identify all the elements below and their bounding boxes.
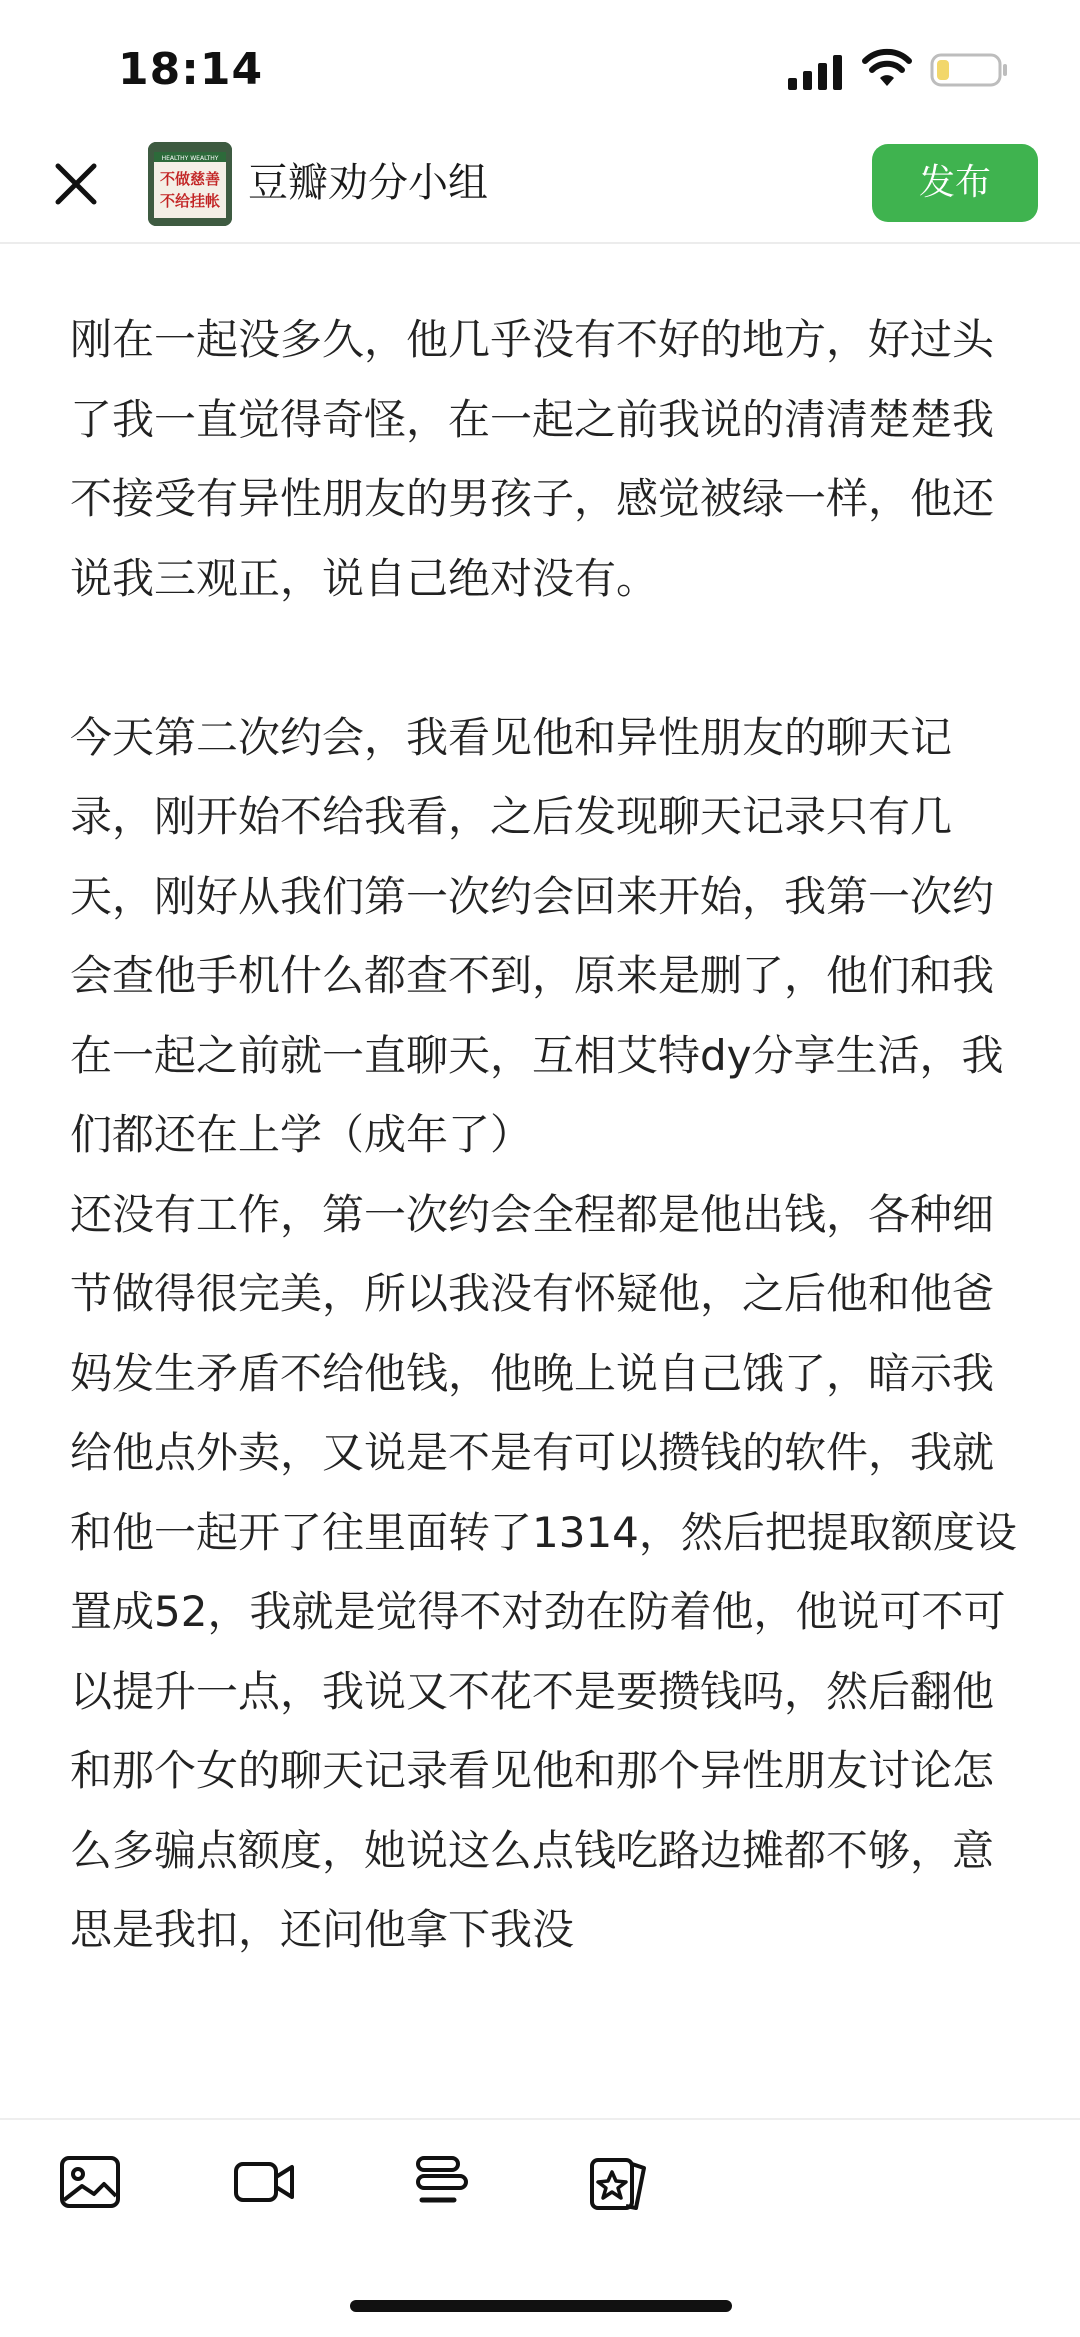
status-bar — [0, 0, 1080, 130]
post-paragraph: 刚在一起没多久，他几乎没有不好的地方，好过头了我一直觉得奇怪，在一起之前我说的清清楚楚我不接受有异性朋友的男孩子，感觉被绿一样，他还说我三观正，说自己绝对没有。 — [70, 315, 995, 603]
paragraph-spacer — [70, 618, 1020, 698]
group-name[interactable]: 豆瓣劝分小组 — [248, 160, 488, 206]
video-icon[interactable] — [232, 2150, 296, 2214]
close-icon[interactable] — [44, 152, 108, 216]
nav-bar — [0, 130, 1080, 244]
svg-text:HEALTHY WEALTHY: HEALTHY WEALTHY — [161, 155, 219, 162]
text-format-icon[interactable] — [410, 2150, 474, 2214]
post-paragraph: 还没有工作，第一次约会全程都是他出钱，各种细节做得很完美，所以我没有怀疑他，之后他和他爸妈发生矛盾不给他钱，他晚上说自己饿了，暗示我给他点外卖，又说是不是有可以攒钱的软件，我就和他一起开了往里面转了1314，然后把提取额度设置成52，我就是觉得不对劲在防着他，他说可不可以提升一点，我说又不花不是要攒钱吗，然后翻他和那个女的聊天记录看见他和那个异性朋友讨论怎么多骗点额度，她说这么点钱吃路边摊都不够，意思是我扣，还问他拿下我没 — [70, 1189, 1017, 1954]
sticker-icon[interactable] — [586, 2150, 650, 2214]
svg-text:不给挂帐: 不给挂帐 — [159, 192, 221, 210]
cellular-signal-icon — [786, 52, 846, 92]
image-icon[interactable] — [58, 2150, 122, 2214]
wifi-icon — [862, 48, 912, 90]
post-editor[interactable] — [70, 300, 1020, 1970]
battery-low-icon — [930, 52, 1010, 88]
svg-text:不做慈善: 不做慈善 — [159, 170, 221, 188]
group-avatar — [148, 142, 232, 226]
post-paragraph: 今天第二次约会，我看见他和异性朋友的聊天记录，刚开始不给我看，之后发现聊天记录只有几天，刚好从我们第一次约会回来开始，我第一次约会查他手机什么都查不到，原来是删了，他们和我在一起之前就一直聊天，互相艾特dy分享生活，我们都还在上学（成年了） — [70, 712, 1004, 1159]
home-indicator — [350, 2300, 732, 2312]
editor-toolbar — [0, 2118, 1080, 2240]
status-time: 18:14 — [118, 44, 264, 95]
publish-button[interactable]: 发布 — [872, 144, 1038, 222]
